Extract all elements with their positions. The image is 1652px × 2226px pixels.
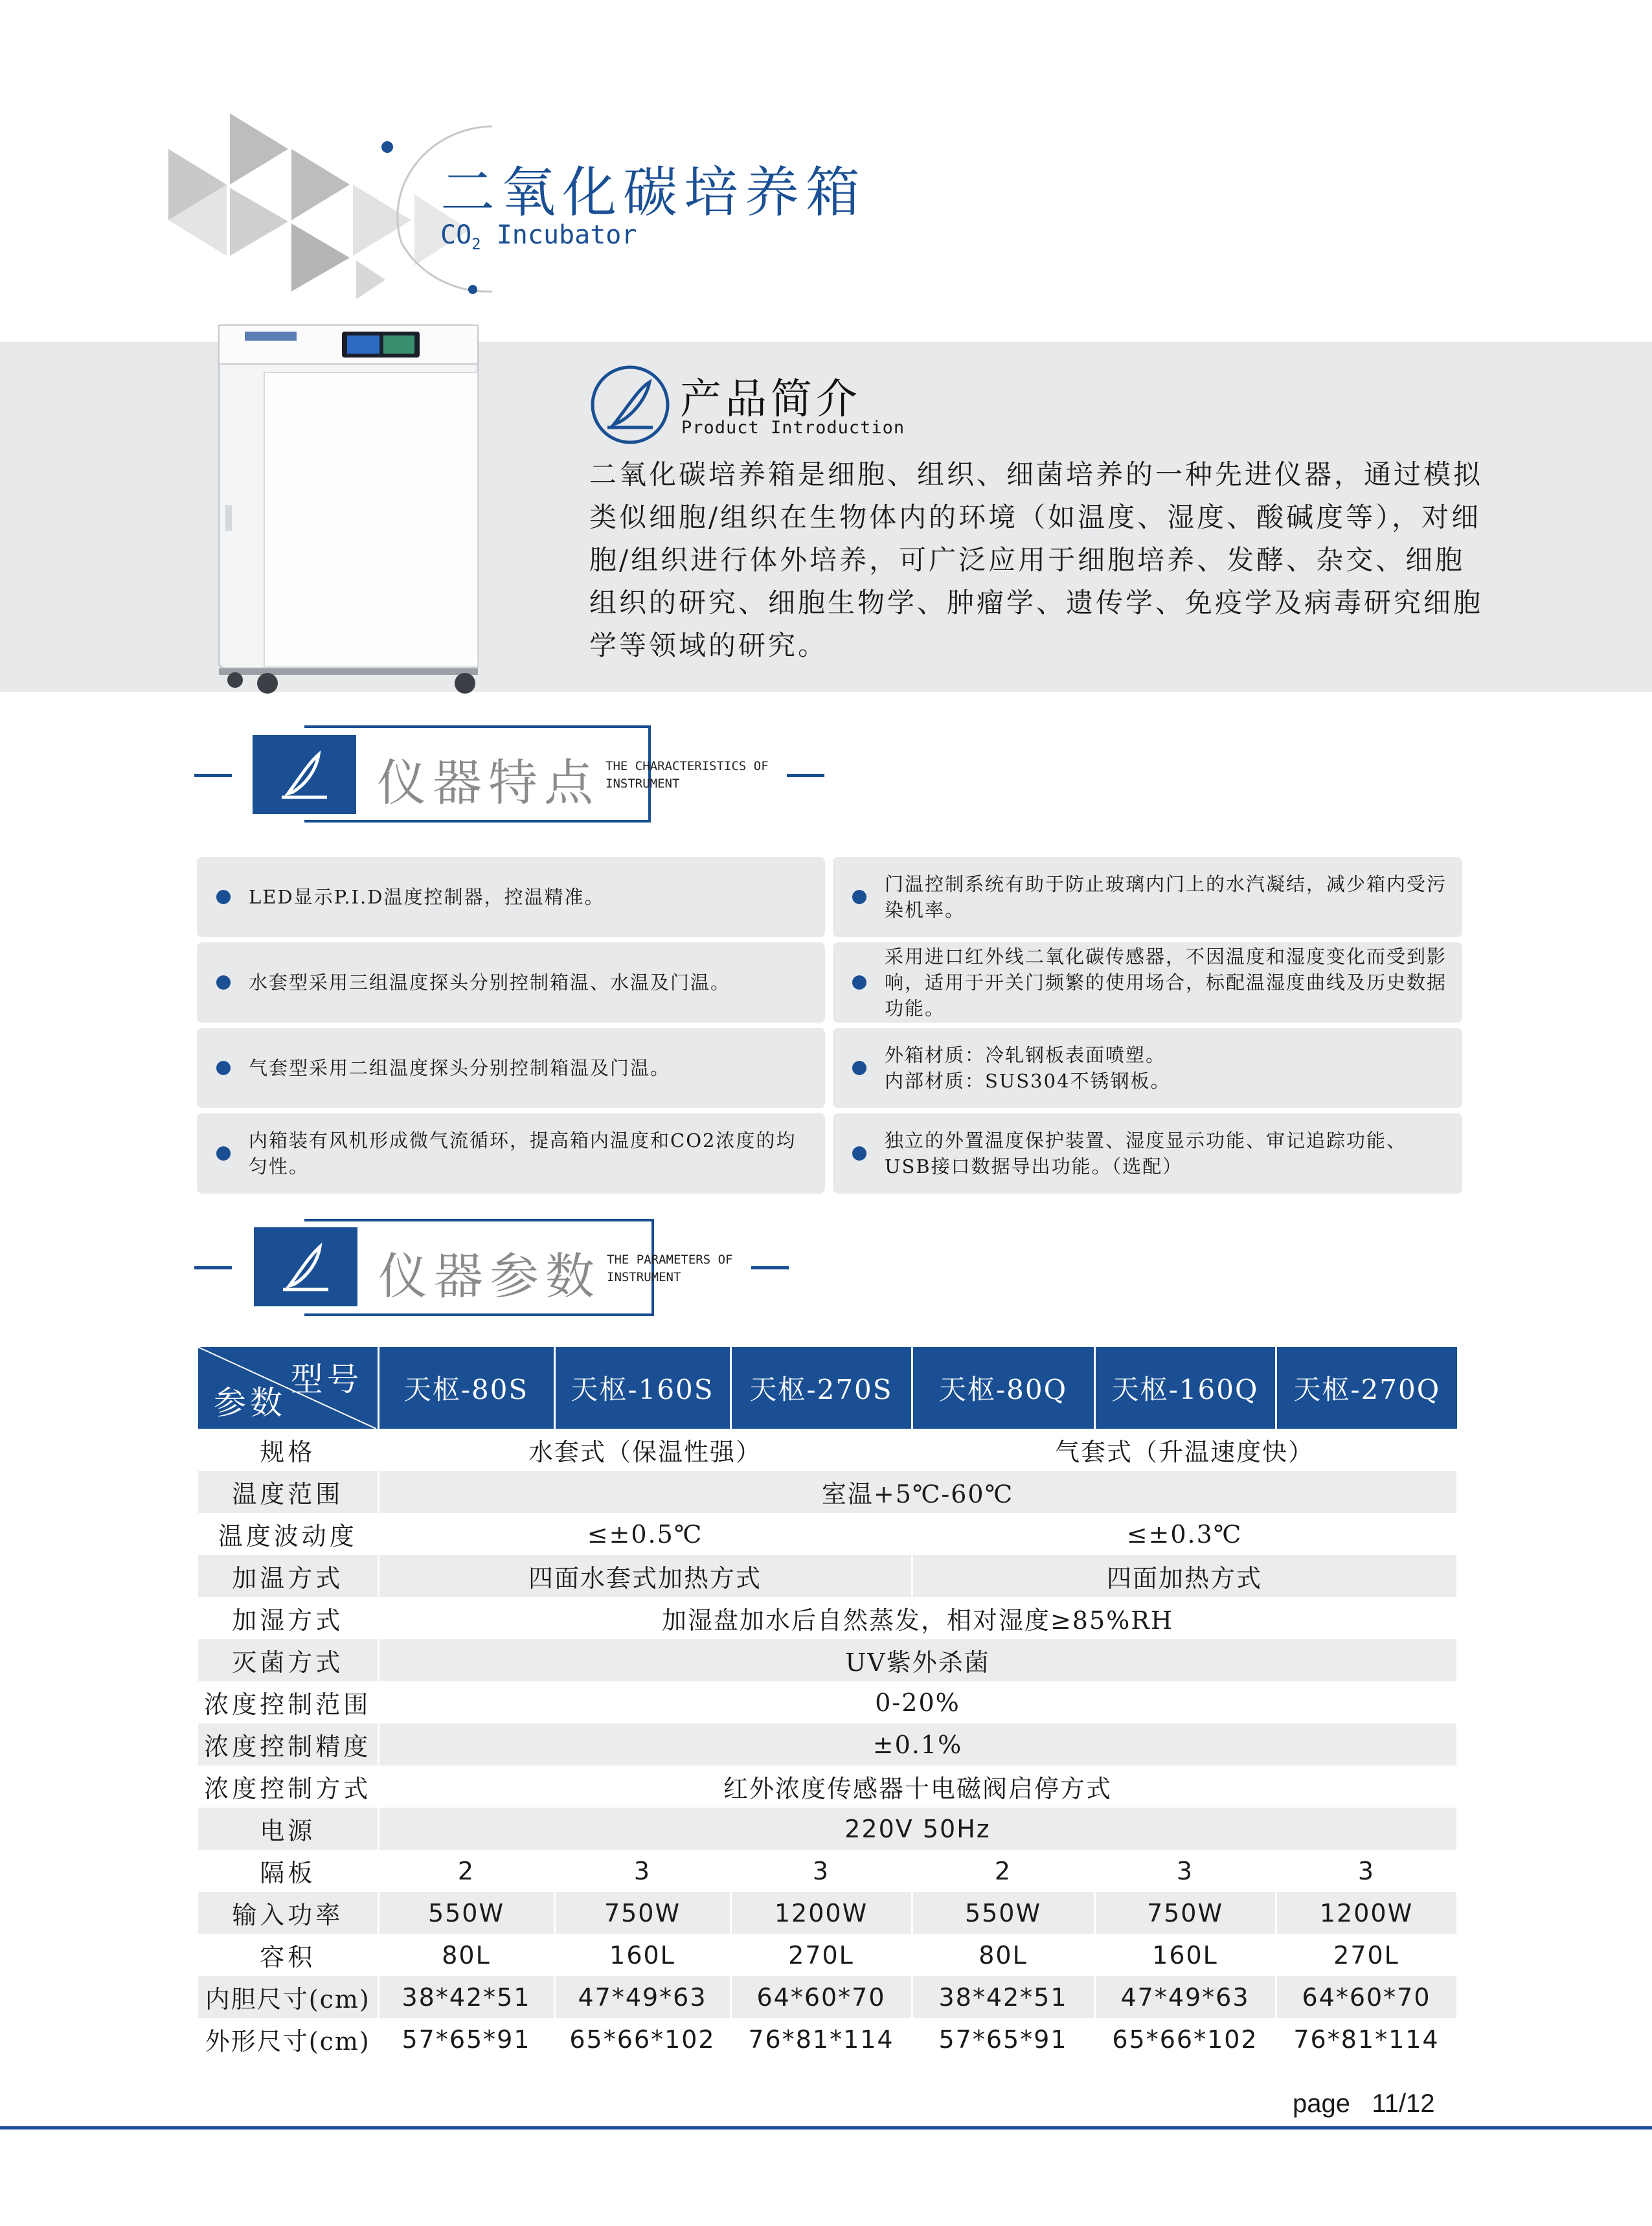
table-row: 浓度控制方式 红外浓度传感器十电磁阀启停方式: [198, 1766, 1457, 1808]
intro-heading: 产品简介: [680, 376, 861, 424]
features-title: 仪器特点: [377, 754, 600, 812]
section-line-left: [194, 1266, 232, 1269]
table-row: 内胆尺寸(cm) 38*42*51 47*49*63 64*60*70 38*42*51 47*49*63 64*60*70: [198, 1976, 1457, 2018]
table-header-cell: 天枢-80S: [378, 1347, 554, 1429]
features-subtitle: THE CHARACTERISTICS OF INSTRUMENT: [605, 759, 769, 791]
feather-badge-icon: [273, 1234, 338, 1299]
table-row: 浓度控制精度 ±0.1%: [198, 1723, 1457, 1766]
table-row: 规格 水套式（保温性强） 气套式（升温速度快）: [198, 1429, 1457, 1471]
intro-paragraph: 二氧化碳培养箱是细胞、组织、细菌培养的一种先进仪器，通过模拟类似细胞/组织在生物体内的环境（如温度、湿度、酸碱度等），对细胞/组织进行体外培养，可广泛应用于细胞培养、发酵、杂交、细胞组织的研究、细胞生物学、肿瘤学、遗传学、免疫学及病毒研究细胞学等领域的研究。: [589, 459, 1484, 661]
incubator-product-image: [206, 317, 504, 699]
table-header-cell: 天枢-160S: [554, 1347, 730, 1429]
table-header-cell: 天枢-160Q: [1094, 1347, 1276, 1429]
feature-card: 水套型采用三组温度探头分别控制箱温、水温及门温。: [197, 942, 825, 1023]
feather-logo-icon: [588, 363, 672, 447]
feature-card: 外箱材质：冷轧钢板表面喷塑。 内部材质：SUS304不锈钢板。: [833, 1028, 1462, 1108]
feature-card: LED显示P.I.D温度控制器，控温精准。: [197, 857, 825, 937]
page-subtitle: $CO_2$ Incubator: [440, 220, 637, 253]
section-line-right: [787, 774, 824, 777]
table-row: 温度范围 室温+5℃-60℃: [198, 1471, 1457, 1513]
section-line-right: [751, 1266, 789, 1269]
bullet-icon: [852, 975, 866, 990]
feature-card: 独立的外置温度保护装置、湿度显示功能、审记追踪功能、USB接口数据导出功能。（选配）: [833, 1113, 1462, 1194]
footer-line: [0, 2126, 1652, 2129]
table-header-row: [198, 1347, 1457, 1429]
bullet-icon: [852, 890, 866, 904]
feature-card: 门温控制系统有助于防止玻璃内门上的水汽凝结，减少箱内受污染机率。: [833, 857, 1462, 937]
table-header-cell: 天枢-270S: [730, 1347, 912, 1429]
table-corner-cell: 型号 参数: [198, 1347, 378, 1429]
params-subtitle: THE PARAMETERS OF INSTRUMENT: [607, 1253, 733, 1284]
table-row: 外形尺寸(cm) 57*65*91 65*66*102 76*81*114 57*65*91 65*66*102 76*81*114: [198, 2018, 1457, 2060]
table-row: 隔板 2 3 3 2 3 3: [198, 1850, 1457, 1892]
section-line-left: [194, 774, 232, 777]
bullet-icon: [852, 1146, 866, 1161]
feature-card: 内箱装有风机形成微气流循环，提高箱内温度和CO2浓度的均匀性。: [197, 1113, 825, 1194]
table-row: 浓度控制范围 0-20%: [198, 1681, 1457, 1723]
spec-table: [198, 1347, 1458, 2060]
table-row: 灭菌方式 UV紫外杀菌: [198, 1639, 1457, 1681]
intro-subheading: Product Introduction: [681, 418, 905, 438]
params-title: 仪器参数: [378, 1247, 601, 1305]
bullet-icon: [216, 890, 231, 904]
page-number: page 11/12: [1293, 2089, 1435, 2118]
table-row: 加温方式 四面水套式加热方式 四面加热方式: [198, 1555, 1457, 1597]
table-row: 电源 220V 50Hz: [198, 1808, 1457, 1850]
bullet-icon: [852, 1061, 866, 1075]
bullet-icon: [216, 1146, 231, 1161]
table-row: 温度波动度 ≤±0.5℃ ≤±0.3℃: [198, 1513, 1457, 1555]
table-row: 输入功率 550W 750W 1200W 550W 750W 1200W: [198, 1892, 1457, 1934]
feature-card: 气套型采用二组温度探头分别控制箱温及门温。: [197, 1028, 825, 1108]
table-header-cell: 天枢-270Q: [1276, 1347, 1457, 1429]
table-row: 容积 80L 160L 270L 80L 160L 270L: [198, 1934, 1457, 1976]
feature-card: 采用进口红外线二氧化碳传感器，不因温度和湿度变化而受到影响，适用于开关门频繁的使用场合，标配温湿度曲线及历史数据功能。: [833, 942, 1462, 1023]
bullet-icon: [216, 975, 231, 990]
feather-badge-icon: [272, 742, 337, 806]
table-row: 加湿方式 加湿盘加水后自然蒸发，相对湿度≥85%RH: [198, 1597, 1457, 1639]
bullet-icon: [216, 1061, 231, 1075]
table-header-cell: 天枢-80Q: [912, 1347, 1094, 1429]
page-title: 二氧化碳培养箱: [440, 161, 867, 224]
